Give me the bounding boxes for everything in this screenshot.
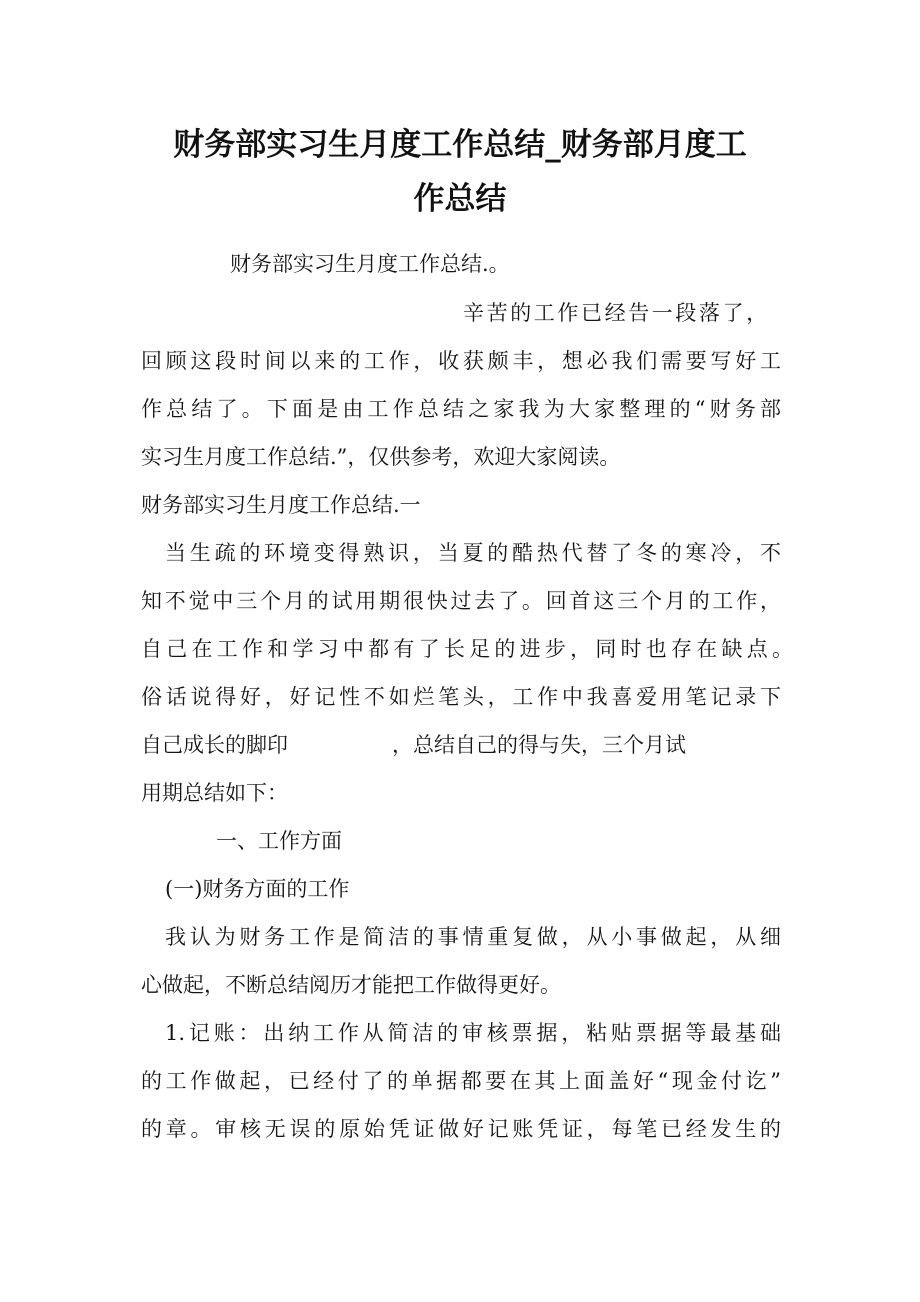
paragraph-line: 自己在工作和学习中都有了长足的进步，同时也存在缺点。 xyxy=(141,637,793,661)
paragraph-line: 知不觉中三个月的试用期很快过去了。回首这三个月的工作， xyxy=(141,589,781,613)
paragraph-line: 当生疏的环境变得熟识，当夏的酷热代替了冬的寒冷，不 xyxy=(165,541,781,565)
document-title-line-1: 财务部实习生月度工作总结_财务部月度工 xyxy=(173,127,747,163)
paragraph-line: 的工作做起，已经付了的单据都要在其上面盖好“现金付讫” xyxy=(141,1069,781,1093)
subsection-heading: (一)财务方面的工作 xyxy=(165,877,350,901)
paragraph-line: 的章。审核无误的原始凭证做好记账凭证，每笔已经发生的 xyxy=(141,1117,781,1141)
paragraph-fragment: ，总结自己的得与失，三个月试 xyxy=(392,733,686,757)
paragraph-line: 辛苦的工作已经告一段落了， xyxy=(463,301,770,325)
paragraph-line: 实习生月度工作总结.”，仅供参考，欢迎大家阅读。 xyxy=(141,445,621,469)
paragraph-line: 1.记账：出纳工作从简洁的审核票据，粘贴票据等最基础 xyxy=(165,1021,781,1045)
paragraph-line: 我认为财务工作是简洁的事情重复做，从小事做起，从细 xyxy=(165,925,781,949)
document-title-line-2: 作总结 xyxy=(413,181,507,217)
paragraph-line: 用期总结如下： xyxy=(141,781,288,805)
paragraph-fragment: 自己成长的脚印 xyxy=(141,733,288,757)
paragraph-line: 俗话说得好，好记性不如烂笔头，工作中我喜爱用笔记录下 xyxy=(141,685,781,709)
paragraph-line xyxy=(141,730,686,760)
section-heading: 财务部实习生月度工作总结.一 xyxy=(141,493,421,517)
paragraph-line: 作总结了。下面是由工作总结之家我为大家整理的“财务部 xyxy=(141,397,781,421)
subtitle-line: 财务部实习生月度工作总结.。 xyxy=(230,252,510,276)
paragraph-line: 回顾这段时间以来的工作，收获颇丰，想必我们需要写好工 xyxy=(141,349,781,373)
paragraph-line: 心做起，不断总结阅历才能把工作做得更好。 xyxy=(141,973,561,997)
section-heading: 一、工作方面 xyxy=(216,829,342,853)
